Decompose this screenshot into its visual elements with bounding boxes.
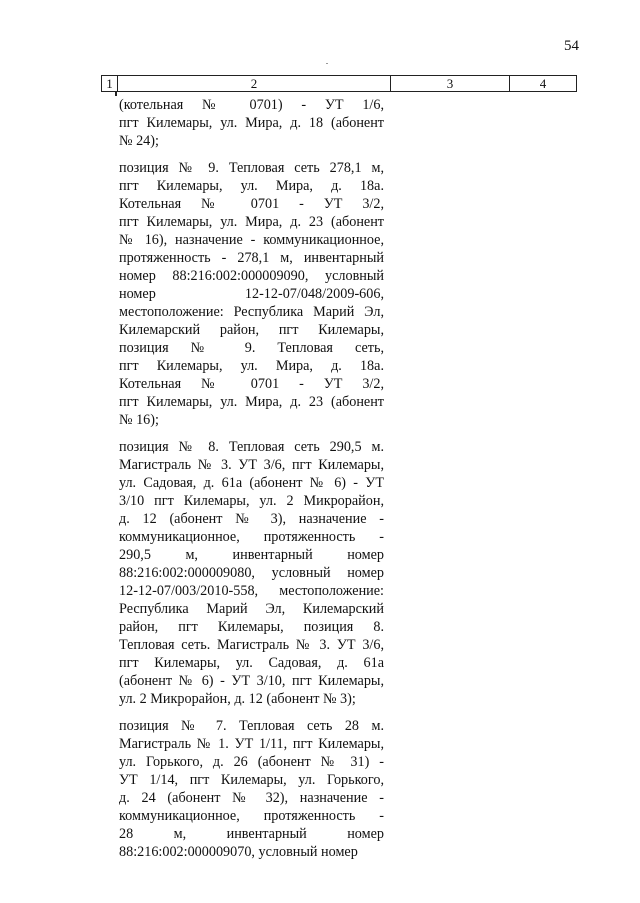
text-line: ул. Горького, д. 26 (абонент № 31) - xyxy=(119,754,384,770)
paragraph xyxy=(119,159,384,429)
text-line: коммуникационное, протяженность - xyxy=(119,808,384,824)
text-line: УТ 1/14, пгт Килемары, ул. Горького, xyxy=(119,772,384,788)
text-line: 12-12-07/003/2010-558, местоположение: xyxy=(119,583,384,599)
text-line: протяженность - 278,1 м, инвентарный xyxy=(119,250,384,266)
text-line: ул. 2 Микрорайон, д. 12 (абонент № 3); xyxy=(119,691,356,707)
text-line: Килемарский район, пгт Килемары, xyxy=(119,322,384,338)
text-line: позиция № 9. Тепловая сеть, xyxy=(119,340,384,356)
text-line: позиция № 7. Тепловая сеть 28 м. xyxy=(119,718,384,734)
text-line: № 16), назначение - коммуникационное, xyxy=(119,232,384,248)
text-line: д. 12 (абонент № 3), назначение - xyxy=(119,511,384,527)
text-line: район, пгт Килемары, позиция 8. xyxy=(119,619,384,635)
table-rule xyxy=(115,92,117,96)
text-line: номер 12-12-07/048/2009-606, xyxy=(119,286,384,302)
table-header-col-3: 3 xyxy=(391,76,510,91)
table-header-col-2: 2 xyxy=(118,76,391,91)
text-line: Тепловая сеть. Магистраль № 3. УТ 3/6, xyxy=(119,637,384,653)
text-line: позиция № 8. Тепловая сеть 290,5 м. xyxy=(119,439,384,455)
scan-dot xyxy=(326,63,328,64)
text-line: номер 88:216:002:000009090, условный xyxy=(119,268,384,284)
table-header xyxy=(101,75,577,92)
text-line: № 16); xyxy=(119,412,159,428)
text-line: д. 24 (абонент № 32), назначение - xyxy=(119,790,384,806)
document-body xyxy=(119,96,384,870)
text-line: Котельная № 0701 - УТ 3/2, xyxy=(119,376,384,392)
text-line: № 24); xyxy=(119,133,159,149)
text-line: ул. Садовая, д. 61а (абонент № 6) - УТ xyxy=(119,475,384,491)
paragraph xyxy=(119,717,384,861)
text-line: пгт Килемары, ул. Мира, д. 18а. xyxy=(119,358,384,374)
text-line: коммуникационное, протяженность - xyxy=(119,529,384,545)
text-line: Котельная № 0701 - УТ 3/2, xyxy=(119,196,384,212)
text-line: 88:216:002:000009080, условный номер xyxy=(119,565,384,581)
paragraph xyxy=(119,438,384,708)
text-line: 28 м, инвентарный номер xyxy=(119,826,384,842)
text-line: пгт Килемары, ул. Мира, д. 23 (абонент xyxy=(119,394,384,410)
text-line: Магистраль № 1. УТ 1/11, пгт Килемары, xyxy=(119,736,384,752)
paragraph xyxy=(119,96,384,150)
text-line: (котельная № 0701) - УТ 1/6, xyxy=(119,97,384,113)
text-line: пгт Килемары, ул. Садовая, д. 61а xyxy=(119,655,384,671)
text-line: Магистраль № 3. УТ 3/6, пгт Килемары, xyxy=(119,457,384,473)
text-line: пгт Килемары, ул. Мира, д. 23 (абонент xyxy=(119,214,384,230)
text-line: местоположение: Республика Марий Эл, xyxy=(119,304,384,320)
page-number: 54 xyxy=(564,38,579,54)
text-line: 3/10 пгт Килемары, ул. 2 Микрорайон, xyxy=(119,493,384,509)
text-line: (абонент № 6) - УТ 3/10, пгт Килемары, xyxy=(119,673,384,689)
table-header-col-4: 4 xyxy=(539,76,547,91)
text-line: пгт Килемары, ул. Мира, д. 18 (абонент xyxy=(119,115,384,131)
table-header-col-1: 1 xyxy=(102,76,118,91)
text-line: Республика Марий Эл, Килемарский xyxy=(119,601,384,617)
text-line: позиция № 9. Тепловая сеть 278,1 м, xyxy=(119,160,384,176)
text-line: 88:216:002:000009070, условный номер xyxy=(119,844,358,860)
text-line: пгт Килемары, ул. Мира, д. 18а. xyxy=(119,178,384,194)
text-line: 290,5 м, инвентарный номер xyxy=(119,547,384,563)
